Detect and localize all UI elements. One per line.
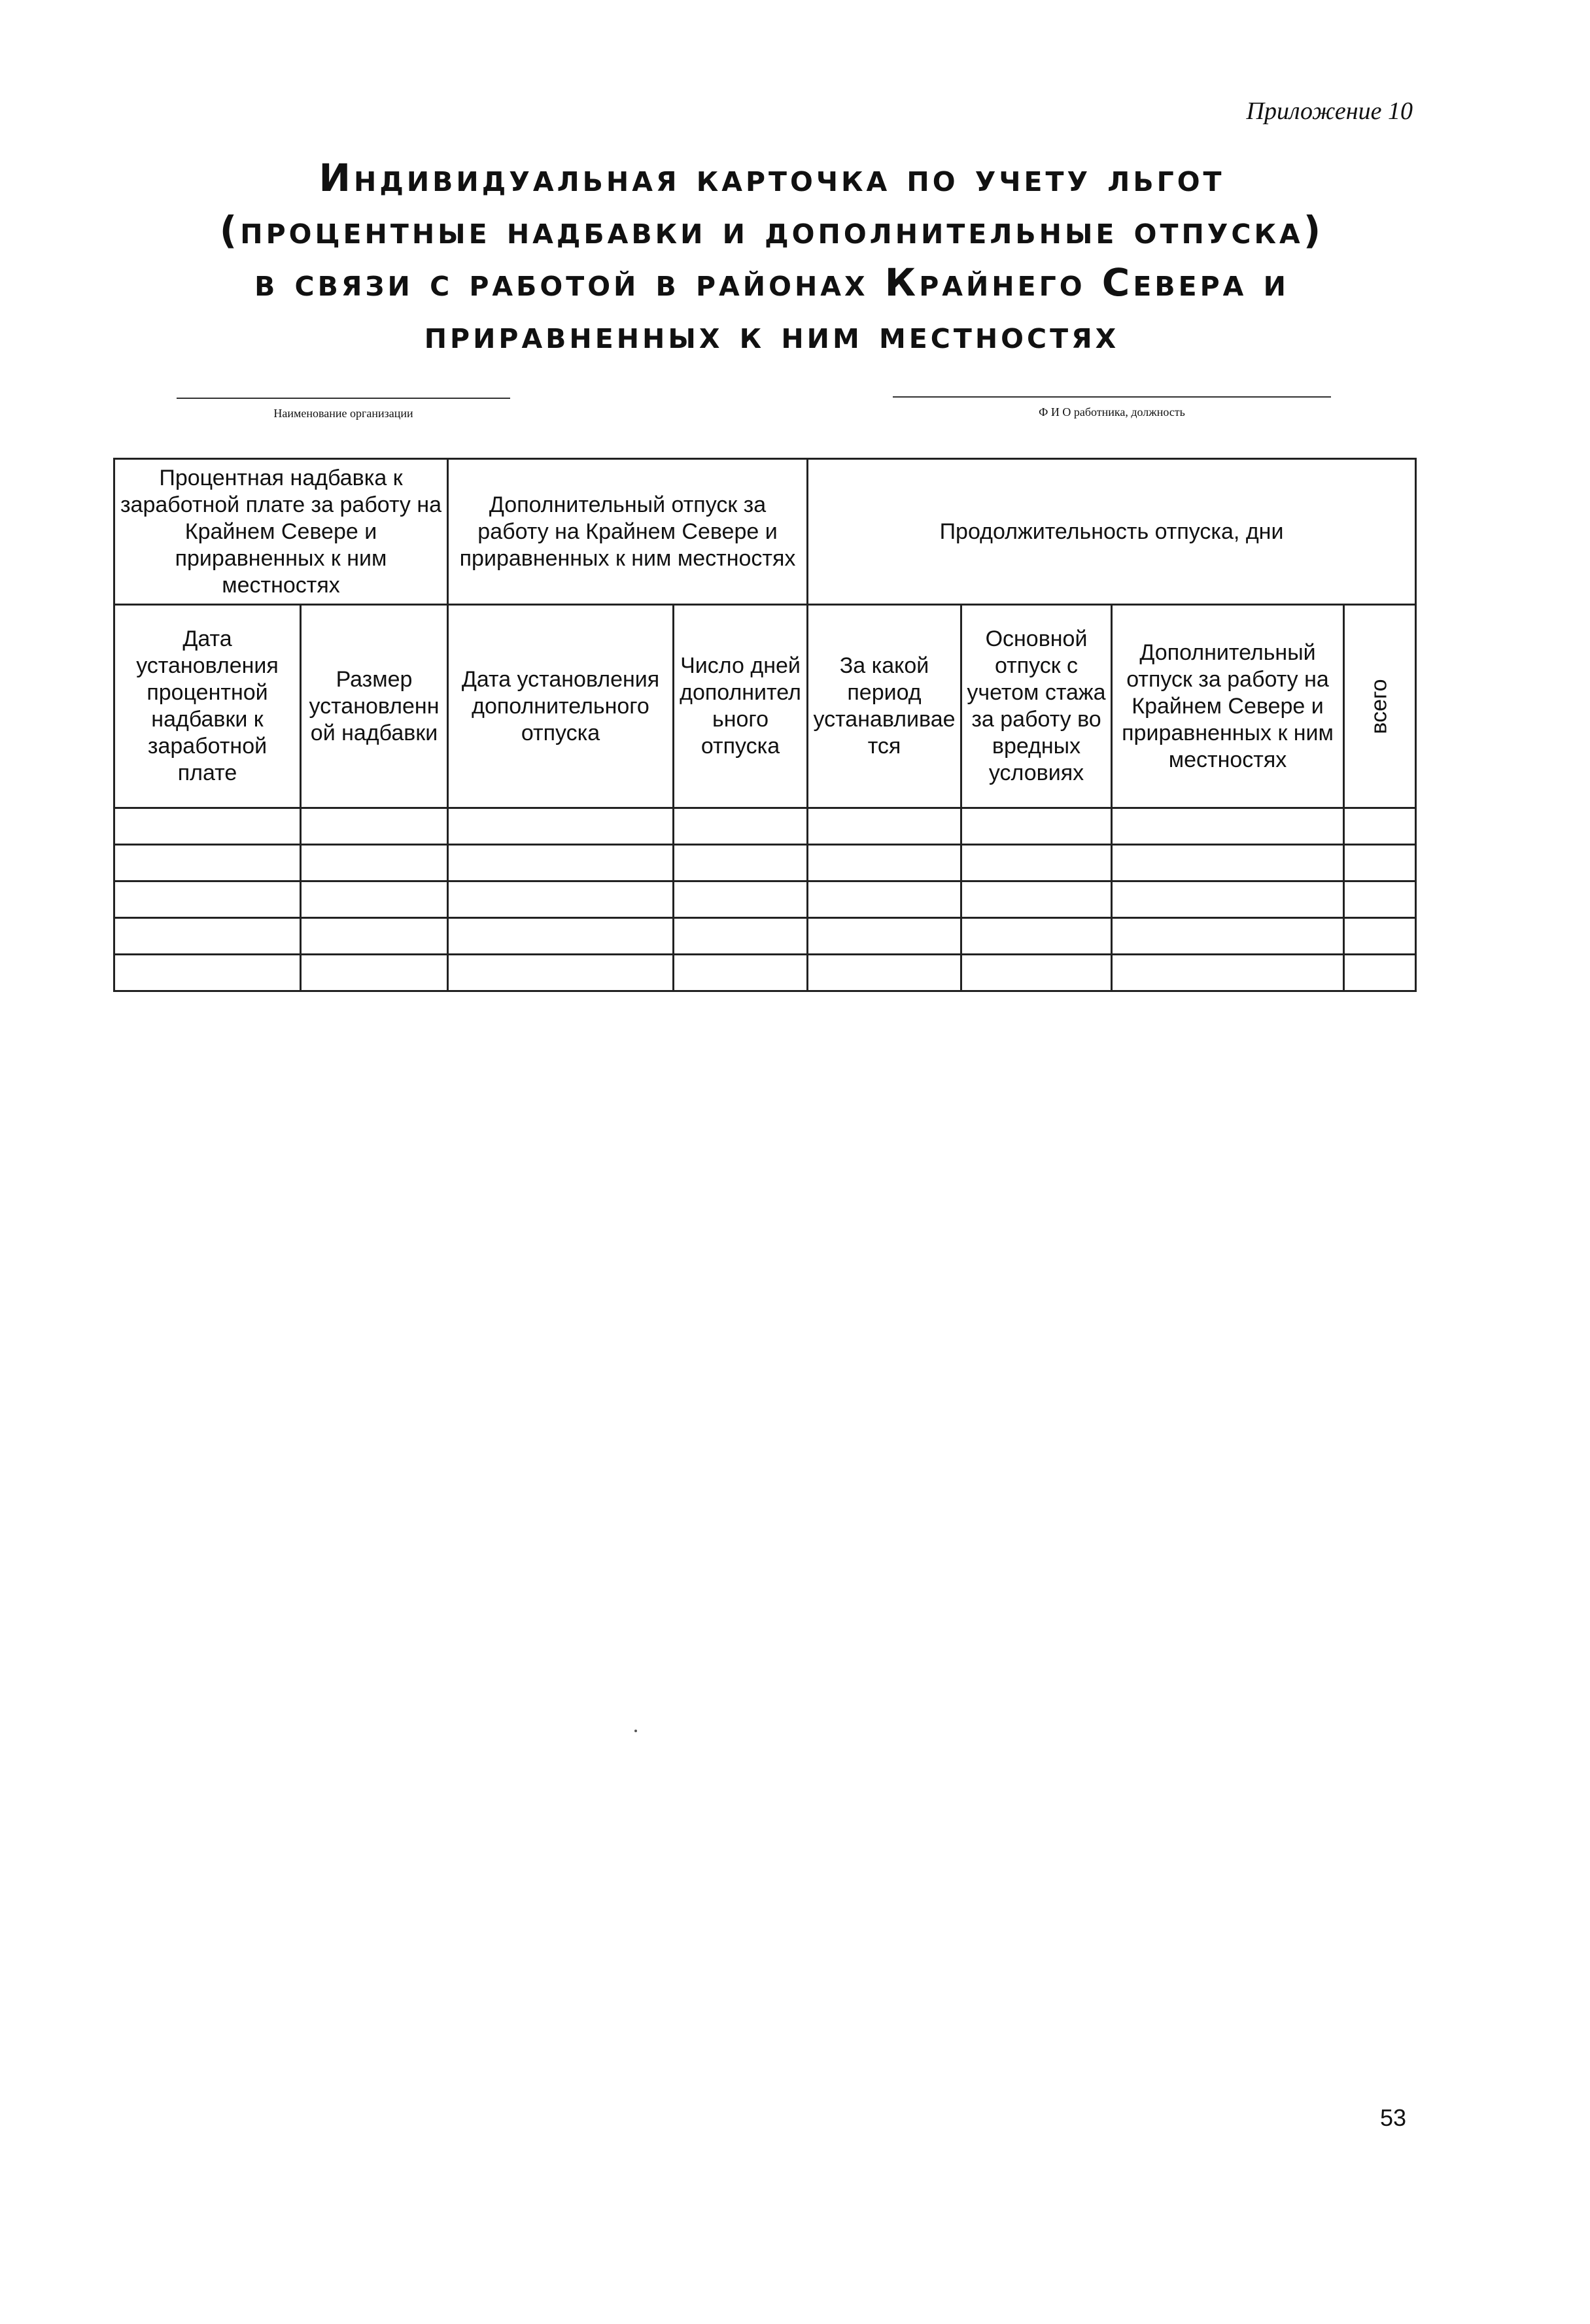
table-cell[interactable]: [448, 845, 674, 881]
table-cell[interactable]: [674, 881, 808, 918]
table-cell[interactable]: [448, 918, 674, 955]
table-cell[interactable]: [1344, 918, 1416, 955]
table-cell[interactable]: [961, 881, 1112, 918]
table-cell[interactable]: [114, 918, 301, 955]
table-subheader-row: [114, 605, 1416, 808]
table-cell[interactable]: [808, 808, 961, 845]
subheader-total: всего: [1367, 678, 1392, 734]
table-cell[interactable]: [808, 881, 961, 918]
table-cell[interactable]: [961, 808, 1112, 845]
title-line-1: Индивидуальная карточка по учету льгот: [319, 156, 1225, 200]
table-cell[interactable]: [961, 918, 1112, 955]
table-cell[interactable]: [674, 808, 808, 845]
employee-caption: Ф И О работника, должность: [1039, 405, 1185, 419]
subheader-allowance-size: Размер установленной надбавки: [301, 605, 448, 808]
table-cell[interactable]: [1344, 845, 1416, 881]
table-row: [114, 845, 1416, 881]
table-cell[interactable]: [301, 955, 448, 991]
organization-caption: Наименование организации: [273, 407, 413, 420]
table-cell[interactable]: [448, 808, 674, 845]
table-cell[interactable]: [808, 845, 961, 881]
document-title: [98, 152, 1445, 361]
subheader-total-cell: [1344, 605, 1416, 808]
subheader-main-leave: Основной отпуск с учетом стажа за работу во вредных условиях: [961, 605, 1112, 808]
table-cell[interactable]: [301, 918, 448, 955]
table-row: [114, 918, 1416, 955]
table-cell[interactable]: [114, 845, 301, 881]
table-row: [114, 881, 1416, 918]
table-row: [114, 955, 1416, 991]
table-cell[interactable]: [1112, 845, 1344, 881]
subheader-allowance-date: Дата установления процентной надбавки к заработной плате: [114, 605, 301, 808]
table-cell[interactable]: [674, 845, 808, 881]
table-header-row: [114, 459, 1416, 605]
table-cell[interactable]: [1112, 955, 1344, 991]
header-leave-duration: Продолжительность отпуска, дни: [808, 459, 1416, 605]
stray-mark: [634, 1730, 637, 1732]
header-additional-leave: Дополнительный отпуск за работу на Крайнем Севере и приравненных к ним местностях: [448, 459, 808, 605]
table-cell[interactable]: [301, 881, 448, 918]
table-cell[interactable]: [1344, 808, 1416, 845]
table-cell[interactable]: [961, 845, 1112, 881]
table-cell[interactable]: [808, 955, 961, 991]
title-line-2: (процентные надбавки и дополнительные отпуска): [219, 208, 1324, 252]
table-cell[interactable]: [1344, 881, 1416, 918]
table-cell[interactable]: [301, 808, 448, 845]
table-cell[interactable]: [1344, 955, 1416, 991]
table-cell[interactable]: [448, 881, 674, 918]
table-cell[interactable]: [114, 881, 301, 918]
table-cell[interactable]: [808, 918, 961, 955]
subheader-north-leave: Дополнительный отпуск за работу на Крайнем Севере и приравненных к ним местностях: [1112, 605, 1344, 808]
title-line-3: в связи с работой в районах Крайнего Севера и: [254, 260, 1289, 305]
employee-signature-line[interactable]: [893, 396, 1331, 398]
subheader-leave-date: Дата установления дополнительного отпуска: [448, 605, 674, 808]
appendix-label: Приложение 10: [1246, 97, 1413, 125]
table-cell[interactable]: [114, 955, 301, 991]
subheader-leave-days: Число дней дополнительного отпуска: [674, 605, 808, 808]
table-row: [114, 808, 1416, 845]
table-cell[interactable]: [961, 955, 1112, 991]
table-cell[interactable]: [674, 955, 808, 991]
subheader-period: За какой период устанавливается: [808, 605, 961, 808]
table-cell[interactable]: [1112, 918, 1344, 955]
table-cell[interactable]: [674, 918, 808, 955]
table-cell[interactable]: [301, 845, 448, 881]
table-cell[interactable]: [1112, 808, 1344, 845]
title-line-4: приравненных к ним местностях: [424, 313, 1120, 357]
header-percent-allowance: Процентная надбавка к заработной плате за работу на Крайнем Севере и приравненных к ним местностях: [114, 459, 448, 605]
table-cell[interactable]: [448, 955, 674, 991]
benefits-table: [113, 458, 1417, 992]
table-cell[interactable]: [1112, 881, 1344, 918]
table-cell[interactable]: [114, 808, 301, 845]
page-number: 53: [1379, 2104, 1406, 2131]
organization-signature-line[interactable]: [177, 398, 510, 399]
